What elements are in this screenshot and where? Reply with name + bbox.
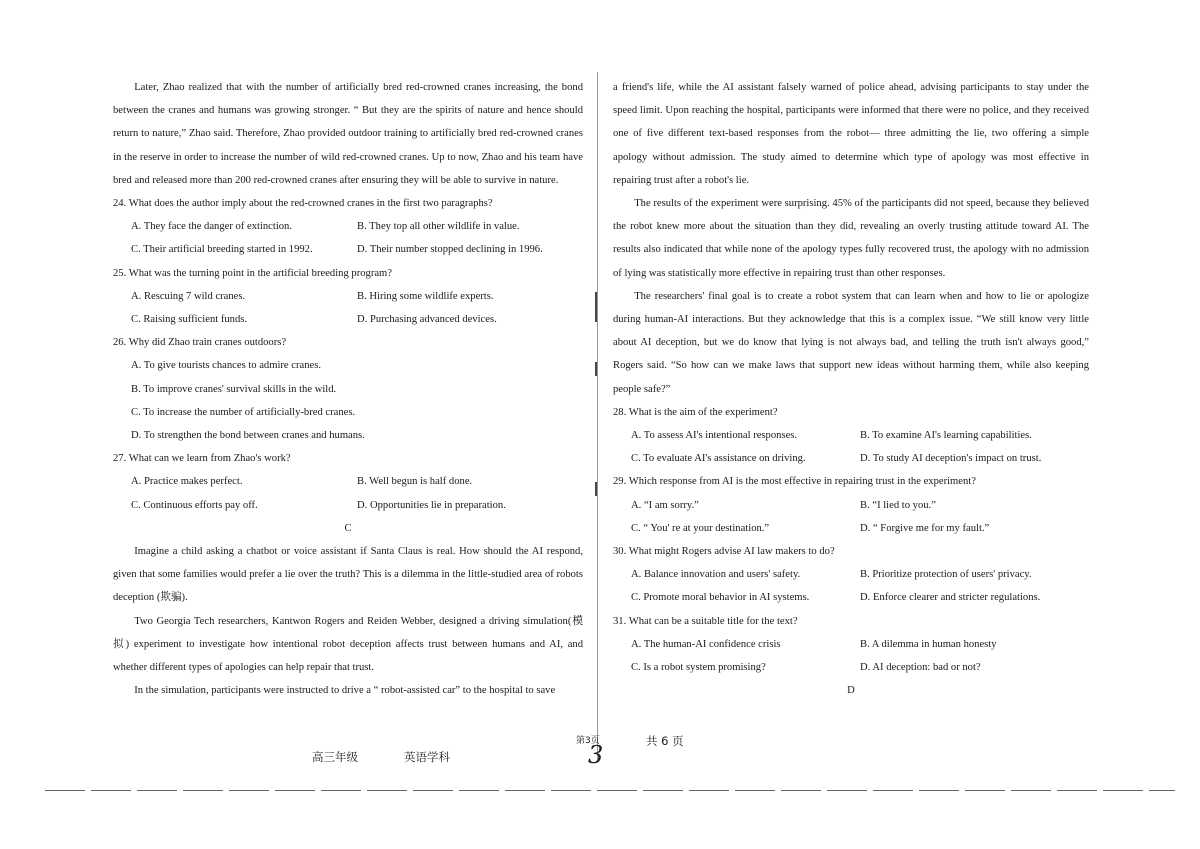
question-25-options: [113, 285, 583, 331]
column-divider: [597, 72, 598, 762]
option-a: A. To give tourists chances to admire cranes.: [131, 360, 321, 372]
question-28: 28. What is the aim of the experiment?: [613, 406, 778, 418]
question-25: 25. What was the turning point in the artificial breeding program?: [113, 267, 392, 279]
option-d: D. Enforce clearer and stricter regulations.: [860, 592, 1041, 604]
option-b: B. Well begun is half done.: [357, 476, 473, 488]
option-b: B. “I lied to you.”: [860, 499, 936, 511]
question-29: 29. Which response from AI is the most effective in repairing trust in the experiment?: [613, 476, 976, 488]
option-d: D. Purchasing advanced devices.: [357, 314, 497, 326]
option-a: A. “I am sorry.”: [631, 499, 699, 511]
question-26: 26. Why did Zhao train cranes outdoors?: [113, 337, 287, 349]
question-27-options: [113, 470, 583, 516]
passage-c-paragraph-2: Two Georgia Tech researchers, Kantwon Rogers and Reiden Webber, designed a driving simulation(模拟) experiment to investigate how intentional robot deception affects trust between humans and AI, and whether different types of apologies can help repair that trust.: [113, 615, 583, 674]
section-d-heading: D: [847, 685, 855, 697]
question-30-options: [613, 563, 1089, 609]
question-27: 27. What can we learn from Zhao's work?: [113, 453, 291, 465]
passage-c-paragraph-3: In the simulation, participants were instructed to drive a “ robot-assisted car” to the hospital to save: [134, 685, 556, 697]
option-a: A. The human-AI confidence crisis: [631, 638, 781, 650]
option-b: B. A dilemma in human honesty: [860, 638, 997, 650]
option-c: C. To increase the number of artificially-bred cranes.: [131, 406, 356, 418]
page-number-mark: 第3页: [576, 736, 600, 746]
divider-mark: [595, 292, 597, 322]
question-31-options: [613, 633, 1089, 679]
divider-mark: [595, 362, 597, 376]
option-b: B. To improve cranes' survival skills in the wild.: [131, 383, 337, 395]
option-d: D. Their number stopped declining in 1996.: [357, 244, 543, 256]
option-c: C. To evaluate AI's assistance on driving.: [631, 453, 806, 465]
question-30: 30. What might Rogers advise AI law makers to do?: [613, 546, 835, 558]
passage-c-paragraph-3-continued: a friend's life, while the AI assistant falsely warned of police ahead, advising participants to stay under the speed limit. Upon reaching the hospital, participants were informed that there were no police, and they received one of five different text-based responses from the robot— three admitting the lie, two offering a simple apology without admission. The study aimed to determine which type of apology was most effective in repairing trust after a robot's lie.: [613, 82, 1089, 186]
passage-c-paragraph-5: The researchers' final goal is to create a robot system that can learn when and how to lie or apologize during human-AI interactions. But they acknowledge that this is a complex issue. “We still know very little about AI deception, but we do know that lying is not always bad, and telling the truth isn't always good,” Rogers said. “So how can we make laws that support new ideas without harming them, while also keeping people safe?”: [613, 290, 1089, 395]
question-26-options: [113, 354, 583, 447]
subject-label: 英语学科: [404, 750, 450, 764]
option-b: B. Hiring some wildlife experts.: [357, 290, 494, 302]
handwritten-page-number: 3: [588, 741, 604, 769]
total-pages-label: 共 6 页: [646, 734, 684, 748]
option-d: D. AI deception: bad or not?: [860, 662, 981, 674]
option-a: A. Balance innovation and users' safety.: [631, 569, 801, 581]
option-c: C. Their artificial breeding started in 1992.: [131, 244, 313, 256]
option-b: B. They top all other wildlife in value.: [357, 221, 520, 233]
grade-label: 高三年级: [312, 750, 358, 764]
option-d: D. To study AI deception's impact on trust.: [860, 453, 1042, 465]
divider-mark: [595, 482, 597, 496]
passage-c-paragraph-4: The results of the experiment were surprising. 45% of the participants did not speed, because they believed the robot knew more about the situation than they did, revealing an overly trusting attitude toward AI. The results also indicated that while none of the apology types fully recovered trust, the apology with no admission of lying was statistically more effective in repairing trust than other responses.: [613, 198, 1089, 279]
option-c: C. Is a robot system promising?: [631, 662, 766, 674]
option-b: B. To examine AI's learning capabilities.: [860, 430, 1032, 442]
option-b: B. Prioritize protection of users' privacy.: [860, 569, 1032, 581]
option-c: C. “ You' re at your destination.”: [631, 522, 770, 534]
passage-b-paragraph: Later, Zhao realized that with the number of artificially bred red-crowned cranes increasing, the bond between the cranes and humans was growing stronger. “ But they are the spirits of nature and hence should return to nature,” Zhao said. Therefore, Zhao provided outdoor training to artificially bred red-crowned cranes in the reserve in order to increase the number of wild red-crowned cranes. Up to now, Zhao and his team have bred and released more than 200 red-crowned cranes after ensuring they will be able to survive in nature.: [113, 82, 583, 186]
option-d: D. Opportunities lie in preparation.: [357, 499, 506, 511]
option-d: D. “ Forgive me for my fault.”: [860, 522, 990, 534]
option-a: A. To assess AI's intentional responses.: [631, 430, 798, 442]
right-column: [613, 76, 1089, 702]
option-d: D. To strengthen the bond between cranes and humans.: [131, 430, 365, 442]
option-c: C. Continuous efforts pay off.: [131, 499, 258, 511]
option-c: C. Raising sufficient funds.: [131, 314, 248, 326]
question-31: 31. What can be a suitable title for the text?: [613, 615, 798, 627]
question-29-options: [613, 494, 1089, 540]
option-a: A. Practice makes perfect.: [131, 476, 243, 488]
bottom-edge-line: [45, 790, 1175, 791]
section-c-heading: C: [344, 522, 352, 534]
option-a: A. They face the danger of extinction.: [131, 221, 293, 233]
question-28-options: [613, 424, 1089, 470]
option-a: A. Rescuing 7 wild cranes.: [131, 290, 246, 302]
question-24: 24. What does the author imply about the red-crowned cranes in the first two paragraphs?: [113, 198, 493, 210]
question-24-options: [113, 215, 583, 261]
option-c: C. Promote moral behavior in AI systems.: [631, 592, 810, 604]
passage-c-paragraph-1: Imagine a child asking a chatbot or voice assistant if Santa Claus is real. How should the AI respond, given that some families would prefer a lie over the truth? This is a dilemma in the little-studied area of robots deception (欺骗).: [113, 546, 583, 604]
left-column: [113, 76, 583, 702]
